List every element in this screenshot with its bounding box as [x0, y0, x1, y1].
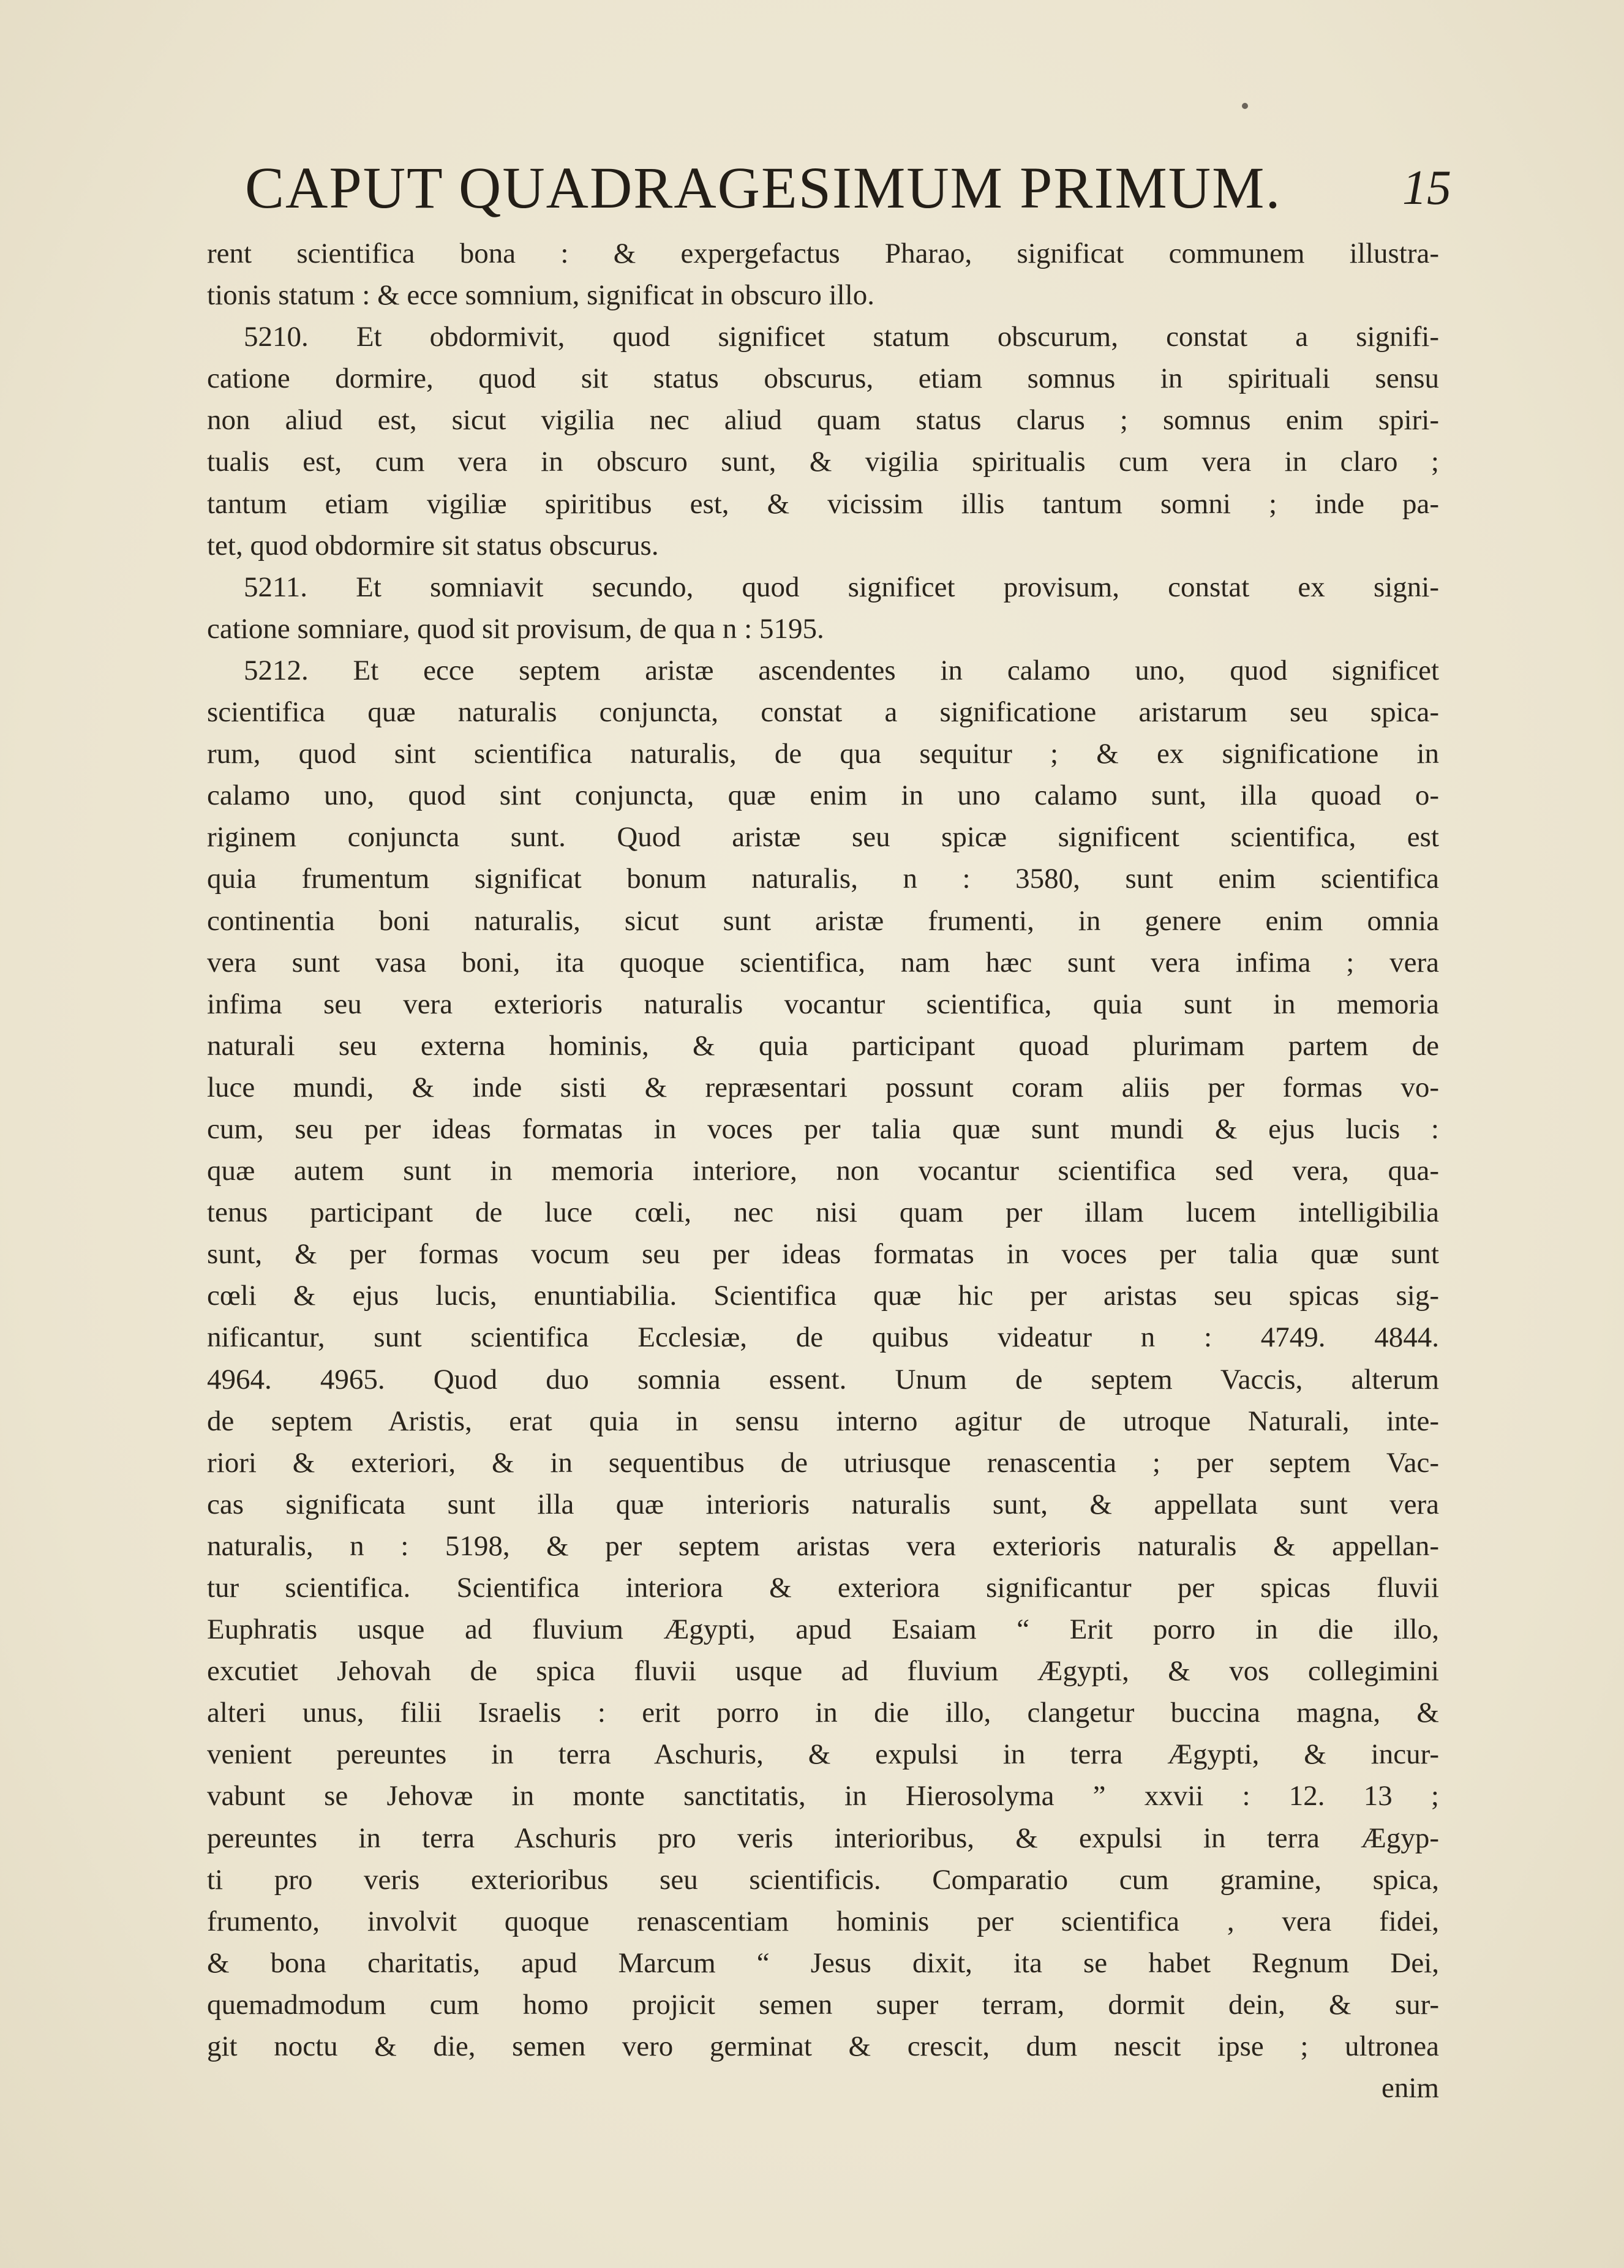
- text-line: excutiet Jehovah de spica fluvii usque ad fluvium Ægypti, & vos collegimini: [207, 1655, 1439, 1688]
- text-line: catione dormire, quod sit status obscurus, etiam somnus in spirituali sensu: [207, 362, 1439, 395]
- text-line: tenus participant de luce cœli, nec nisi quam per illam lucem intelligibilia: [207, 1196, 1439, 1229]
- text-line: nificantur, sunt scientifica Ecclesiæ, de quibus videatur n : 4749. 4844.: [207, 1321, 1439, 1354]
- text-line: pereuntes in terra Aschuris pro veris interioribus, & expulsi in terra Ægyp-: [207, 1822, 1439, 1854]
- text-line: naturali seu externa hominis, & quia participant quoad plurimam partem de: [207, 1029, 1439, 1062]
- text-line: tantum etiam vigiliæ spiritibus est, & vicissim illis tantum somni ; inde pa-: [207, 487, 1439, 520]
- running-head: CAPUT QUADRAGESIMUM PRIMUM.: [245, 155, 1282, 220]
- text-line: ti pro veris exterioribus seu scientificis. Comparatio cum gramine, spica,: [207, 1863, 1439, 1896]
- text-line: non aliud est, sicut vigilia nec aliud quam status clarus ; somnus enim spiri-: [207, 404, 1439, 437]
- text-line: & bona charitatis, apud Marcum “ Jesus dixit, ita se habet Regnum Dei,: [207, 1947, 1439, 1979]
- text-line: sunt, & per formas vocum seu per ideas formatas in voces per talia quæ sunt: [207, 1238, 1439, 1271]
- text-line: tualis est, cum vera in obscuro sunt, & vigilia spiritualis cum vera in claro ;: [207, 446, 1439, 478]
- text-line: riori & exteriori, & in sequentibus de utriusque renascentia ; per septem Vac-: [207, 1446, 1439, 1479]
- paragraph-5210-start: 5210. Et obdormivit, quod significet statum obscurum, constat a signifi-: [244, 321, 1439, 353]
- text-line: scientifica quæ naturalis conjuncta, constat a significatione aristarum seu spica-: [207, 696, 1439, 729]
- text-line: infima seu vera exterioris naturalis vocantur scientifica, quia sunt in memoria: [207, 988, 1439, 1020]
- text-line: vera sunt vasa boni, ita quoque scientifica, nam hæc sunt vera infima ; vera: [207, 946, 1439, 978]
- catchword: enim: [1382, 2072, 1439, 2105]
- text-line: quæ autem sunt in memoria interiore, non vocantur scientifica sed vera, qua-: [207, 1155, 1439, 1187]
- paragraph-5212-start: 5212. Et ecce septem aristæ ascendentes in calamo uno, quod significet: [244, 654, 1439, 686]
- text-line: continentia boni naturalis, sicut sunt aristæ frumenti, in genere enim omnia: [207, 904, 1439, 937]
- text-line: luce mundi, & inde sisti & repræsentari possunt coram aliis per formas vo-: [207, 1071, 1439, 1103]
- body-text: [207, 233, 1439, 2109]
- text-line: cum, seu per ideas formatas in voces per talia quæ sunt mundi & ejus lucis :: [207, 1113, 1439, 1145]
- text-line: catione somniare, quod sit provisum, de qua n : 5195.: [207, 612, 824, 645]
- text-line: riginem conjuncta sunt. Quod aristæ seu spicæ significent scientifica, est: [207, 821, 1439, 854]
- text-line: venient pereuntes in terra Aschuris, & expulsi in terra Ægypti, & incur-: [207, 1738, 1439, 1771]
- text-line: tionis statum : & ecce somnium, significat in obscuro illo.: [207, 279, 874, 312]
- text-line: calamo uno, quod sint conjuncta, quæ enim in uno calamo sunt, illa quoad o-: [207, 779, 1439, 812]
- text-line: naturalis, n : 5198, & per septem aristas vera exterioris naturalis & appellan-: [207, 1530, 1439, 1562]
- text-line: cas significata sunt illa quæ interioris naturalis sunt, & appellata sunt vera: [207, 1488, 1439, 1520]
- text-line: git noctu & die, semen vero germinat & crescit, dum nescit ipse ; ultronea: [207, 2030, 1439, 2063]
- text-line: frumento, involvit quoque renascentiam hominis per scientifica , vera fidei,: [207, 1905, 1439, 1937]
- text-line: vabunt se Jehovæ in monte sanctitatis, in Hierosolyma ” xxvii : 12. 13 ;: [207, 1780, 1439, 1812]
- text-line: de septem Aristis, erat quia in sensu interno agitur de utroque Naturali, inte-: [207, 1405, 1439, 1437]
- page-number: 15: [1402, 161, 1451, 215]
- text-line: Euphratis usque ad fluvium Ægypti, apud Esaiam “ Erit porro in die illo,: [207, 1613, 1439, 1646]
- text-line: rum, quod sint scientifica naturalis, de qua sequitur ; & ex significatione in: [207, 738, 1439, 770]
- text-line: alteri unus, filii Israelis : erit porro in die illo, clangetur buccina magna, &: [207, 1697, 1439, 1729]
- paragraph-5211-start: 5211. Et somniavit secundo, quod significet provisum, constat ex signi-: [244, 571, 1439, 603]
- text-line: quia frumentum significat bonum naturalis, n : 3580, sunt enim scientifica: [207, 863, 1439, 895]
- text-line: quemadmodum cum homo projicit semen super terram, dormit dein, & sur-: [207, 1988, 1439, 2021]
- page-header: [245, 154, 1451, 222]
- text-line: cœli & ejus lucis, enuntiabilia. Scientifica quæ hic per aristas seu spicas sig-: [207, 1280, 1439, 1312]
- text-line: 4964. 4965. Quod duo somnia essent. Unum de septem Vaccis, alterum: [207, 1363, 1439, 1395]
- text-line: rent scientifica bona : & expergefactus Pharao, significat communem illustra-: [207, 238, 1439, 269]
- text-line: tur scientifica. Scientifica interiora & exteriora significantur per spicas fluvii: [207, 1572, 1439, 1604]
- ink-dot: [1242, 103, 1248, 109]
- text-line: tet, quod obdormire sit status obscurus.: [207, 529, 659, 561]
